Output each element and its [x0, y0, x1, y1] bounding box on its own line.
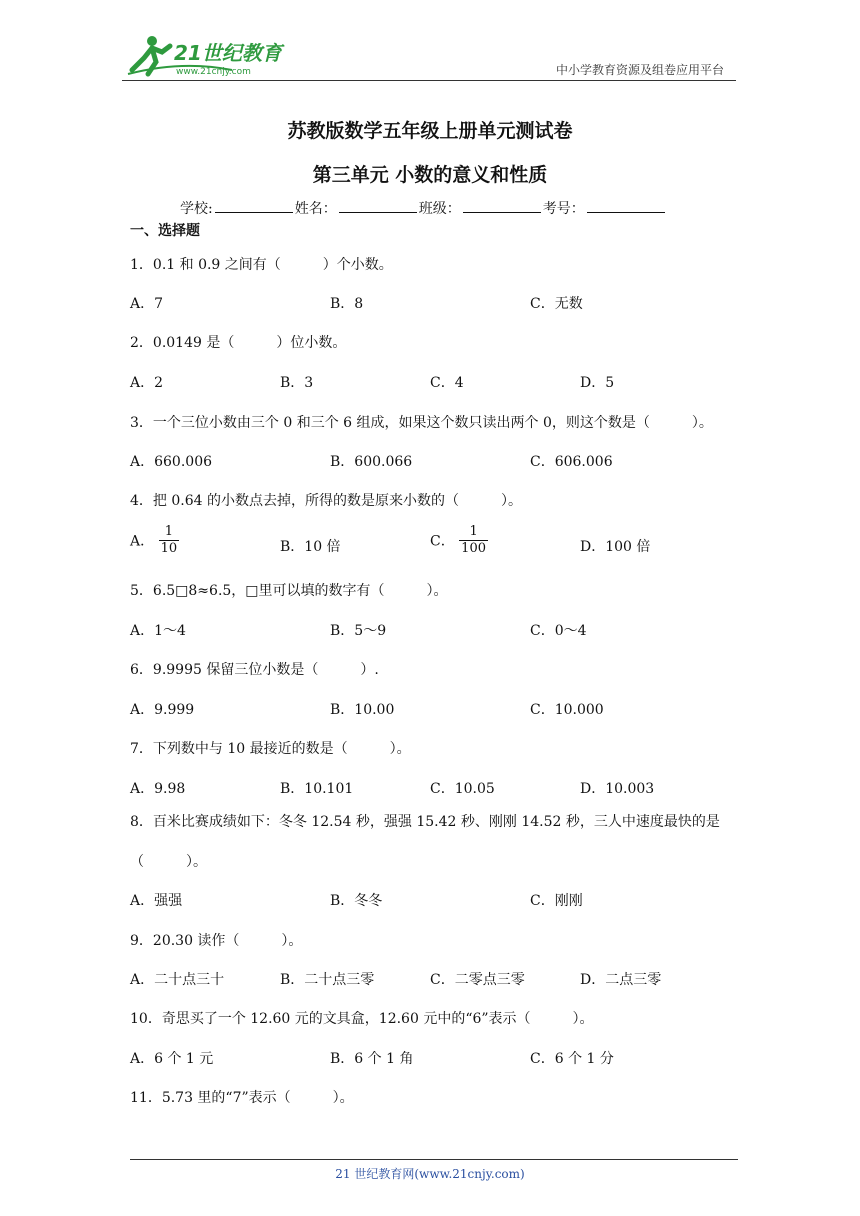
question-10: 10．奇思买了一个 12.60 元的文具盒，12.60 元中的“6”表示（ ）。 — [130, 1011, 594, 1027]
q4-option-c-label: C． — [430, 533, 455, 550]
question-8-continued: （ ）。 — [130, 854, 207, 870]
exam-no-label: 考号： — [542, 201, 585, 217]
q2-option-d[interactable]: D．5 — [580, 375, 615, 391]
q7-option-a[interactable]: A．9.98 — [130, 781, 186, 797]
q6-option-c[interactable]: C．10.000 — [530, 702, 604, 718]
q3-option-c[interactable]: C．606.006 — [530, 454, 613, 470]
fraction — [159, 524, 180, 557]
page-subtitle: 第三单元 小数的意义和性质 — [312, 164, 548, 186]
q4-option-a-label: A． — [130, 533, 155, 550]
footer-divider — [130, 1159, 738, 1160]
section-heading: 一、选择题 — [130, 223, 200, 239]
q2-option-c[interactable]: C．4 — [430, 375, 464, 391]
q7-option-b[interactable]: B．10.101 — [280, 781, 354, 797]
q4-option-c[interactable] — [430, 524, 488, 557]
q6-option-a[interactable]: A．9.999 — [130, 702, 195, 718]
q8-option-a[interactable]: A．强强 — [130, 893, 183, 909]
q7-option-d[interactable]: D．10.003 — [580, 781, 655, 797]
q4-option-d[interactable]: D．100 倍 — [580, 539, 651, 555]
q3-option-a[interactable]: A．660.006 — [130, 454, 213, 470]
logo-text: 21世纪教育 — [174, 41, 282, 65]
q8-option-c[interactable]: C．刚刚 — [530, 893, 583, 909]
q10-option-b[interactable]: B．6 个 1 角 — [330, 1051, 414, 1067]
fraction-denominator: 100 — [461, 541, 486, 556]
question-2: 2．0.0149 是（ ）位小数。 — [130, 335, 347, 351]
q4-option-a[interactable] — [130, 524, 179, 557]
class-blank[interactable] — [463, 200, 541, 213]
q5-option-a[interactable]: A．1～4 — [130, 623, 186, 639]
q2-option-a[interactable]: A．2 — [130, 375, 164, 391]
school-blank[interactable] — [215, 200, 293, 213]
question-5: 5．6.5□8≈6.5，□里可以填的数字有（ ）。 — [130, 583, 448, 599]
q1-option-c[interactable]: C．无数 — [530, 296, 583, 312]
q10-option-a[interactable]: A．6 个 1 元 — [130, 1051, 214, 1067]
footer-link[interactable]: 21 世纪教育网(www.21cnjy.com) — [335, 1167, 525, 1181]
q7-option-c[interactable]: C．10.05 — [430, 781, 495, 797]
q9-option-d[interactable]: D．二点三零 — [580, 972, 662, 988]
page-title: 苏教版数学五年级上册单元测试卷 — [287, 120, 573, 142]
runner-logo-icon — [122, 30, 292, 80]
q6-option-b[interactable]: B．10.00 — [330, 702, 395, 718]
fraction-numerator: 1 — [164, 524, 173, 539]
site-logo — [122, 30, 292, 80]
q10-option-c[interactable]: C．6 个 1 分 — [530, 1051, 614, 1067]
q2-option-b[interactable]: B．3 — [280, 375, 314, 391]
q9-option-c[interactable]: C．二零点三零 — [430, 972, 525, 988]
question-3: 3．一个三位小数由三个 0 和三个 6 组成，如果这个数只读出两个 0，则这个数是（ ）。 — [130, 415, 713, 431]
question-11: 11．5.73 里的“7”表示（ ）。 — [130, 1090, 354, 1106]
question-8: 8．百米比赛成绩如下：冬冬 12.54 秒，强强 15.42 秒、刚刚 14.52 秒，三人中速度最快的是 — [130, 814, 720, 830]
class-label: 班级： — [418, 201, 461, 217]
fraction — [459, 524, 488, 557]
q5-option-c[interactable]: C．0～4 — [530, 623, 587, 639]
student-info-line — [180, 198, 667, 218]
q9-option-a[interactable]: A．二十点三十 — [130, 972, 225, 988]
question-7: 7．下列数中与 10 最接近的数是（ ）。 — [130, 741, 411, 757]
question-1: 1．0.1 和 0.9 之间有（ ）个小数。 — [130, 257, 393, 273]
q8-option-b[interactable]: B．冬冬 — [330, 893, 383, 909]
name-blank[interactable] — [339, 200, 417, 213]
fraction-denominator: 10 — [160, 541, 178, 556]
q4-option-b[interactable]: B．10 倍 — [280, 539, 341, 555]
question-9: 9．20.30 读作（ ）。 — [130, 933, 303, 949]
question-4: 4．把 0.64 的小数点去掉，所得的数是原来小数的（ ）。 — [130, 493, 522, 509]
q5-option-b[interactable]: B．5～9 — [330, 623, 387, 639]
q1-option-b[interactable]: B．8 — [330, 296, 364, 312]
platform-name: 中小学教育资源及组卷应用平台 — [555, 63, 724, 77]
header-divider — [122, 80, 736, 81]
name-label: 姓名： — [294, 201, 337, 217]
fraction-numerator: 1 — [469, 524, 478, 539]
q1-option-a[interactable]: A．7 — [130, 296, 164, 312]
school-label: 学校: — [180, 201, 213, 217]
exam-no-blank[interactable] — [587, 200, 665, 213]
logo-url: www.21cnjy.com — [176, 67, 251, 77]
question-6: 6．9.9995 保留三位小数是（ ）. — [130, 662, 379, 678]
q3-option-b[interactable]: B．600.066 — [330, 454, 413, 470]
q9-option-b[interactable]: B．二十点三零 — [280, 972, 375, 988]
